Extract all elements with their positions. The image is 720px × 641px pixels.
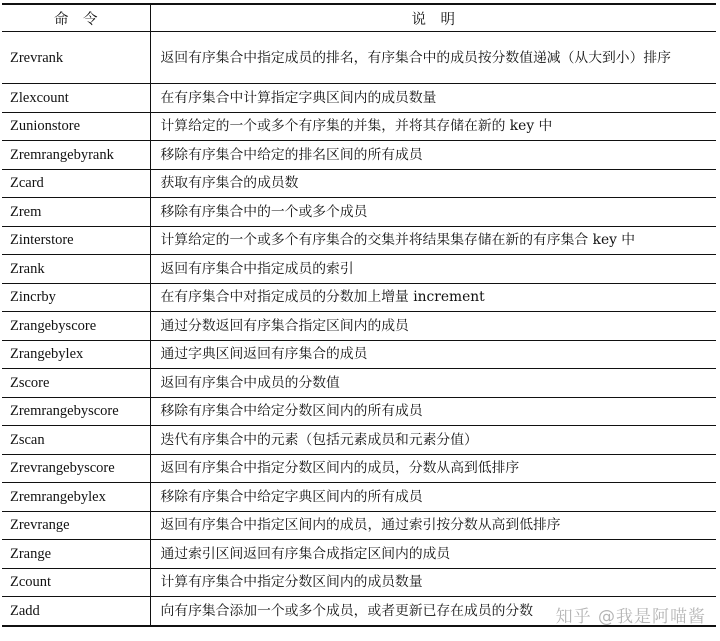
description-cell: 通过分数返回有序集合指定区间内的成员 — [150, 312, 716, 341]
table-row — [2, 426, 716, 455]
header-command-label: 命 令 — [54, 11, 98, 28]
header-description — [150, 4, 716, 32]
table-row — [2, 169, 716, 198]
table-row — [2, 397, 716, 426]
command-cell: Zrange — [2, 540, 150, 569]
command-cell: Zunionstore — [2, 112, 150, 141]
description-cell: 移除有序集合中的一个或多个成员 — [150, 198, 716, 227]
description-cell: 通过字典区间返回有序集合的成员 — [150, 340, 716, 369]
description-cell: 移除有序集合中给定分数区间内的所有成员 — [150, 397, 716, 426]
description-cell: 移除有序集合中给定字典区间内的所有成员 — [150, 483, 716, 512]
table-row — [2, 454, 716, 483]
command-cell: Zadd — [2, 597, 150, 626]
header-description-label: 说 明 — [411, 11, 455, 28]
table-row — [2, 32, 716, 84]
header-row — [2, 4, 716, 32]
description-cell: 返回有序集合中成员的分数值 — [150, 369, 716, 398]
command-cell: Zcard — [2, 169, 150, 198]
table-row — [2, 141, 716, 170]
description-cell: 在有序集合中计算指定字典区间内的成员数量 — [150, 84, 716, 113]
table-body — [2, 32, 716, 626]
command-cell: Zremrangebyrank — [2, 141, 150, 170]
redis-sorted-set-commands-table — [2, 3, 716, 627]
command-cell: Zrank — [2, 255, 150, 284]
command-cell: Zrangebylex — [2, 340, 150, 369]
command-cell: Zrem — [2, 198, 150, 227]
table-row — [2, 369, 716, 398]
command-cell: Zremrangebylex — [2, 483, 150, 512]
command-cell: Zcount — [2, 568, 150, 597]
command-cell: Zscan — [2, 426, 150, 455]
table-header — [2, 4, 716, 32]
description-cell: 计算给定的一个或多个有序集的并集，并将其存储在新的 key 中 — [150, 112, 716, 141]
description-cell: 计算有序集合中指定分数区间内的成员数量 — [150, 568, 716, 597]
table-row — [2, 255, 716, 284]
description-cell: 迭代有序集合中的元素（包括元素成员和元素分值） — [150, 426, 716, 455]
description-cell: 移除有序集合中给定的排名区间的所有成员 — [150, 141, 716, 170]
header-command — [2, 4, 150, 32]
description-cell: 返回有序集合中指定区间内的成员，通过索引按分数从高到低排序 — [150, 511, 716, 540]
table-row — [2, 283, 716, 312]
command-cell: Zrevrange — [2, 511, 150, 540]
command-cell: Zrevrangebyscore — [2, 454, 150, 483]
description-cell: 在有序集合中对指定成员的分数加上增量 increment — [150, 283, 716, 312]
description-cell: 返回有序集合中指定成员的索引 — [150, 255, 716, 284]
command-cell: Zremrangebyscore — [2, 397, 150, 426]
command-cell: Zscore — [2, 369, 150, 398]
command-cell: Zrevrank — [2, 32, 150, 84]
table-row — [2, 112, 716, 141]
command-cell: Zinterstore — [2, 226, 150, 255]
description-cell: 返回有序集合中指定成员的排名，有序集合中的成员按分数值递减（从大到小）排序 — [150, 32, 716, 84]
table-row — [2, 340, 716, 369]
table-row — [2, 568, 716, 597]
table-row — [2, 84, 716, 113]
description-cell: 获取有序集合的成员数 — [150, 169, 716, 198]
table-row — [2, 226, 716, 255]
watermark: 知乎 @我是阿喵酱 — [555, 607, 706, 627]
command-cell: Zincrby — [2, 283, 150, 312]
table-row — [2, 511, 716, 540]
description-cell: 计算给定的一个或多个有序集合的交集并将结果集存储在新的有序集合 key 中 — [150, 226, 716, 255]
description-cell: 向有序集合添加一个或多个成员，或者更新已存在成员的分数 — [150, 597, 716, 626]
description-cell: 通过索引区间返回有序集合成指定区间内的成员 — [150, 540, 716, 569]
table-row — [2, 312, 716, 341]
command-cell: Zlexcount — [2, 84, 150, 113]
table-row — [2, 483, 716, 512]
table-row — [2, 540, 716, 569]
table-row — [2, 198, 716, 227]
command-cell: Zrangebyscore — [2, 312, 150, 341]
description-cell: 返回有序集合中指定分数区间内的成员，分数从高到低排序 — [150, 454, 716, 483]
